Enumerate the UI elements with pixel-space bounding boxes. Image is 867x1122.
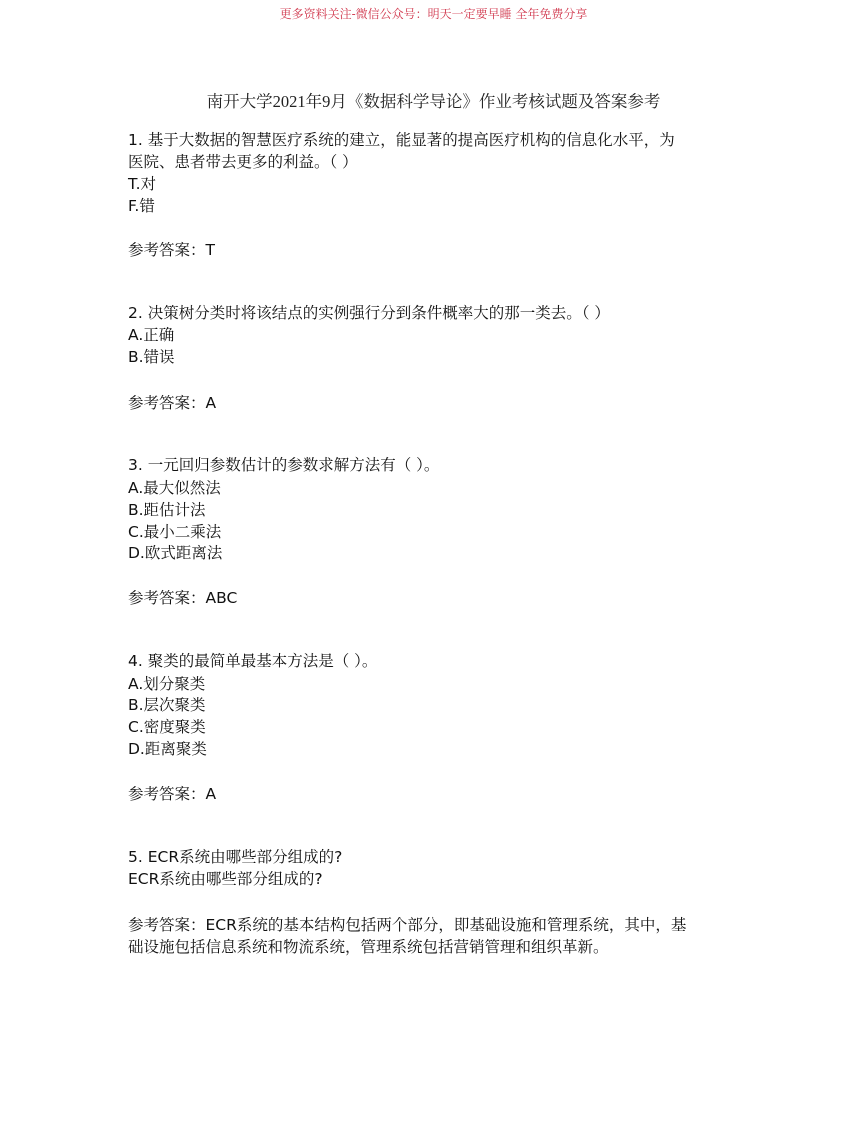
question-3-option: B.距估计法: [128, 501, 206, 519]
question-1-text: 1. 基于大数据的智慧医疗系统的建立，能显著的提高医疗机构的信息化水平，为: [128, 131, 675, 149]
question-5-answer: 础设施包括信息系统和物流系统，管理系统包括营销管理和组织革新。: [128, 938, 609, 956]
question-4-text: 4. 聚类的最简单最基本方法是（ ）。: [128, 652, 378, 670]
question-4-option: A.划分聚类: [128, 675, 206, 693]
document-title: 南开大学2021年9月《数据科学导论》作业考核试题及答案参考: [206, 92, 661, 111]
question-4-option: B.层次聚类: [128, 696, 206, 714]
question-3-option: C.最小二乘法: [128, 523, 222, 541]
question-1-option: F.错: [128, 197, 155, 215]
question-4-option: C.密度聚类: [128, 718, 206, 736]
header-banner: 更多资料关注-微信公众号：明天一定要早睡 全年免费分享: [279, 7, 588, 21]
question-3-answer: 参考答案：ABC: [128, 589, 238, 607]
question-3-text: 3. 一元回归参数估计的参数求解方法有（ ）。: [128, 456, 440, 474]
question-1-text: 医院、患者带去更多的利益。（ ）: [128, 153, 358, 171]
question-2-option: A.正确: [128, 326, 175, 344]
question-1-option: T.对: [128, 175, 157, 193]
question-5-text: 5. ECR系统由哪些部分组成的?: [128, 848, 343, 866]
question-4-option: D.距离聚类: [128, 740, 207, 758]
question-5-answer: 参考答案：ECR系统的基本结构包括两个部分，即基础设施和管理系统，其中，基: [128, 916, 687, 934]
question-3-option: A.最大似然法: [128, 479, 221, 497]
question-3-option: D.欧式距离法: [128, 544, 223, 562]
question-4-answer: 参考答案：A: [128, 785, 217, 803]
question-2-option: B.错误: [128, 348, 175, 366]
question-5-text: ECR系统由哪些部分组成的?: [128, 870, 323, 888]
question-1-answer: 参考答案：T: [128, 241, 215, 259]
question-2-text: 2. 决策树分类时将该结点的实例强行分到条件概率大的那一类去。（ ）: [128, 304, 610, 322]
question-2-answer: 参考答案：A: [128, 394, 217, 412]
